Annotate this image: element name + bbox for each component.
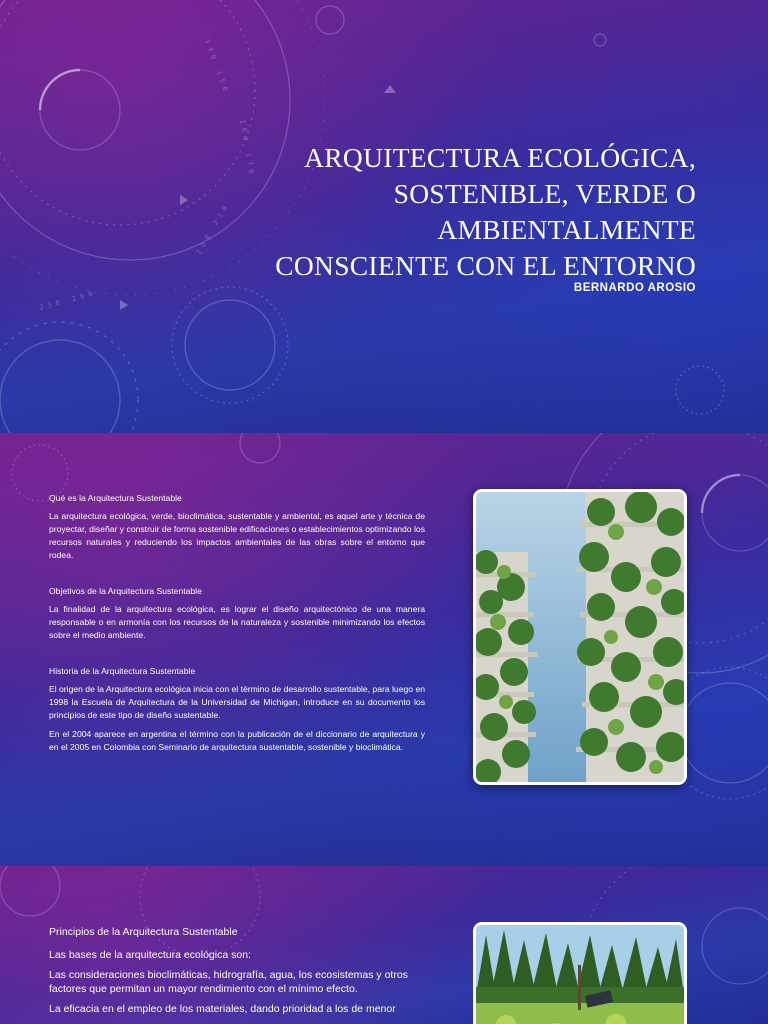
section-paragraph: En el 2004 aparece en argentina el término con la publicación de el diccionario de arquitectura y en el 2005 en Colombia con Seminario de arquitectura sustentable, sostenible y bioclimática. xyxy=(49,729,425,752)
section-objective-what xyxy=(49,493,425,562)
author-name: BERNARDO AROSIO xyxy=(573,282,696,294)
svg-text:1 4 0 1 5 0: 1 4 0 1 5 0 xyxy=(203,37,230,93)
slide-heading: Principios de la Arquitectura Sustentable xyxy=(49,926,238,938)
section-heading: Qué es la Arquitectura Sustentable xyxy=(49,493,182,503)
title-line: SOSTENIBLE, VERDE O xyxy=(393,178,696,209)
slide-body xyxy=(49,493,425,760)
section-paragraph: La finalidad de la arquitectura ecológica, es lograr el diseño arquitectónico de una manera responsable o en armonía con los recursos de la naturaleza y sostenible minimizando los efectos sobre el medio ambiente. xyxy=(49,604,425,640)
title-line: CONSCIENTE CON EL ENTORNO xyxy=(275,250,696,281)
slide-body xyxy=(49,926,429,1022)
principle-paragraph: La eficacia en el empleo de los materiales, dando prioridad a los de menor xyxy=(49,1003,396,1015)
section-heading: Objetivos de la Arquitectura Sustentable xyxy=(49,586,202,596)
title-slide xyxy=(0,0,768,433)
section-heading: Historia de la Arquitectura Sustentable xyxy=(49,666,196,676)
green-garden-photo xyxy=(473,922,687,1024)
svg-text:2 5 0 2 6 0: 2 5 0 2 6 0 xyxy=(38,290,94,312)
slide-title xyxy=(216,140,696,284)
svg-text:2 0 0 2 1 0: 2 0 0 2 1 0 xyxy=(194,204,230,256)
principles-slide xyxy=(0,866,768,1024)
section-objectives xyxy=(49,586,425,642)
section-paragraph: La arquitectura ecológica, verde, bioclimática, sustentable y ambiental, es aquel arte y técnica de proyectar, diseñar y construir de forma sostenible edificaciones o establecimientos optimizando los recursos naturales y reduciendo los impactos ambientales de las obras sobre el entorno que rodea. xyxy=(49,511,425,560)
intro-text: Las bases de la arquitectura ecológica son: xyxy=(49,949,251,961)
title-line: AMBIENTALMENTE xyxy=(437,214,696,245)
section-paragraph: El origen de la Arquitectura ecológica inicia con el término de desarrollo sustentable, para luego en 1998 la Escuela de Arquitectura de la Universidad de Michigan, introduce en su documento los principios de este tipo de diseño sustentable. xyxy=(49,684,425,720)
vertical-forest-photo xyxy=(473,489,687,785)
principle-paragraph: Las consideraciones bioclimáticas, hidrografía, agua, los ecosistemas y otros factores que permitan un mayor rendimiento con el mínimo efecto. xyxy=(49,969,408,995)
section-history xyxy=(49,666,425,754)
content-slide xyxy=(0,433,768,866)
title-line: ARQUITECTURA ECOLÓGICA, xyxy=(304,142,696,173)
svg-text:1 6 0 1 7 0: 1 6 0 1 7 0 xyxy=(238,118,256,175)
